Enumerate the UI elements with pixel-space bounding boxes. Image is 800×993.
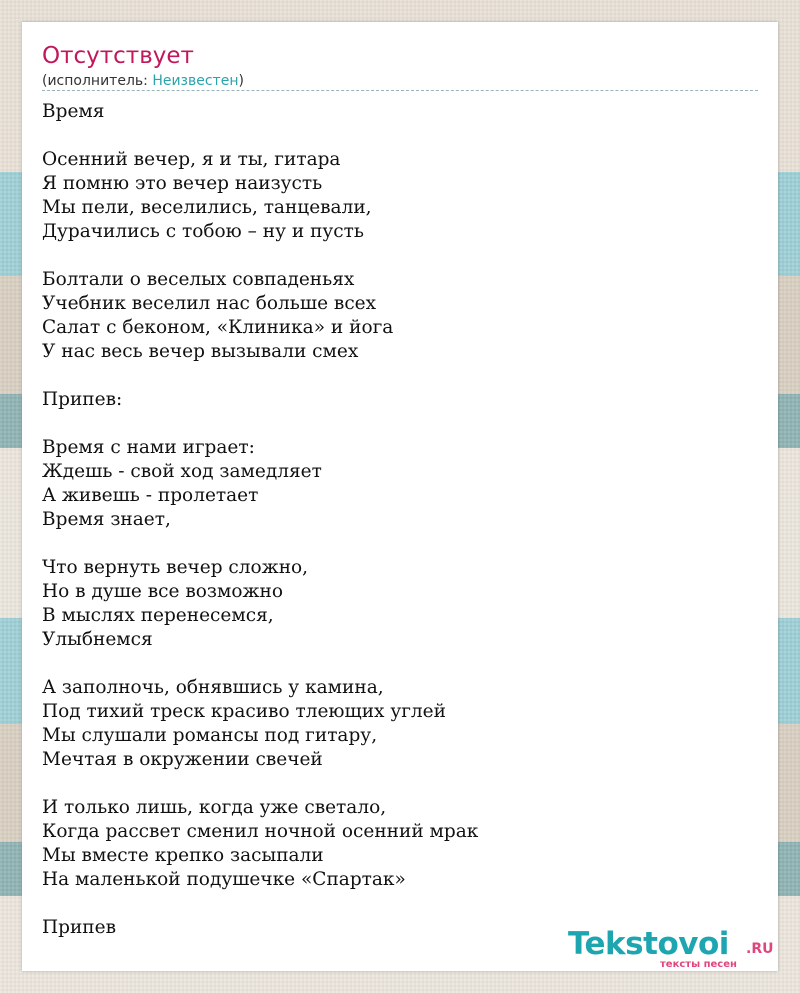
artist-link[interactable]: Неизвестен bbox=[152, 73, 239, 89]
lyrics-card bbox=[22, 22, 778, 971]
logo-domain: .RU bbox=[746, 941, 774, 957]
byline-prefix: (исполнитель: bbox=[42, 73, 153, 89]
title-divider bbox=[42, 90, 758, 91]
byline-suffix: ) bbox=[238, 73, 244, 89]
lyrics-text: Время Осенний вечер, я и ты, гитара Я помню это вечер наизусть Мы пели, веселились, танцевали, Дурачились с тобою – ну и пусть Болтали о веселых совпаденьях Учебник веселил нас больше всех Салат с беконом, «Клиника» и йога У нас весь вечер вызывали смех Припев: Время с нами играет: Ждешь - свой ход замедляет А живешь - пролетает Время знает, Что вернуть вечер сложно, Но в душе все возможно В мыслях перенесемся, Улыбнемся А заполночь, обнявшись у камина, Под тихий треск красиво тлеющих углей Мы слушали романсы под гитару, Мечтая в окружении свечей И только лишь, когда уже светало, Когда рассвет сменил ночной осенний мрак Мы вместе крепко засыпали На маленькой подушечке «Спартак» Припев bbox=[42, 101, 479, 938]
logo-tagline: тексты песен bbox=[660, 959, 737, 970]
site-logo[interactable] bbox=[568, 926, 778, 971]
song-title: Отсутствует bbox=[42, 43, 194, 69]
artist-byline bbox=[42, 72, 244, 90]
logo-wordmark: Tekstovoi bbox=[568, 926, 729, 962]
